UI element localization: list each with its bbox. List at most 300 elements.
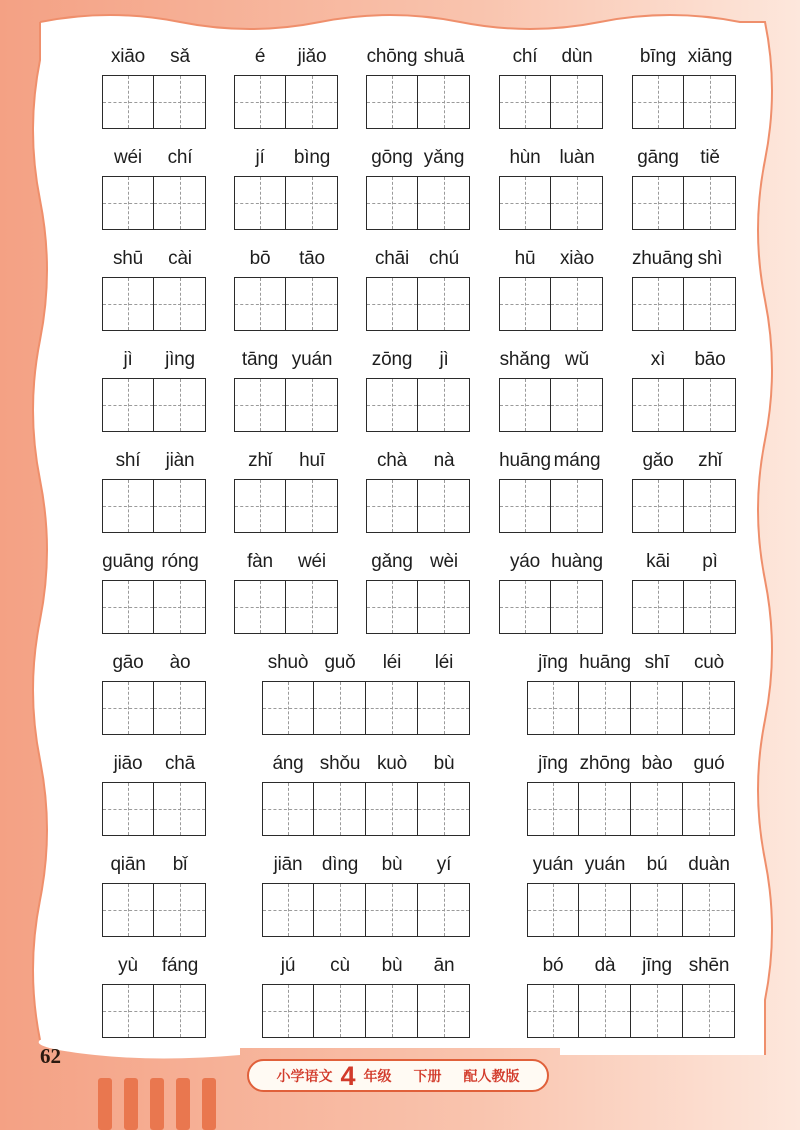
pinyin-syllable: zhǐ [248,450,272,471]
pinyin-syllable: zhōng [579,753,631,774]
writing-boxes [102,883,206,937]
pinyin-syllable: chāi [374,248,410,269]
pinyin-syllable: kuò [376,753,408,774]
writing-boxes [234,75,338,129]
writing-boxes [234,277,338,331]
writing-box[interactable] [418,782,470,836]
pinyin-syllable: zōng [371,349,413,370]
writing-box[interactable] [154,479,206,533]
pinyin-row [527,749,735,779]
writing-box[interactable] [684,75,736,129]
pinyin-syllable: áng [272,753,304,774]
writing-boxes [632,378,736,432]
writing-box[interactable] [154,580,206,634]
writing-boxes [262,681,470,735]
writing-boxes [527,984,735,1038]
pinyin-syllable: shēn [688,955,730,976]
footer-edition: 配人教版 [463,1067,520,1084]
writing-boxes [234,378,338,432]
pinyin-row [366,446,470,476]
pinyin-syllable: chú [428,248,460,269]
pinyin-syllable: kāi [646,551,670,572]
pinyin-syllable: guǒ [324,652,356,673]
pinyin-syllable: chā [164,753,196,774]
writing-boxes [366,580,470,634]
pinyin-syllable: jīng [538,753,568,774]
writing-box[interactable] [102,75,154,129]
writing-box[interactable] [154,378,206,432]
pinyin-syllable: jì [439,349,449,370]
pinyin-row [632,42,736,72]
pinyin-syllable: cù [330,955,350,976]
pinyin-syllable: luàn [559,147,595,168]
pinyin-syllable: gǎng [371,551,413,572]
pinyin-syllable: wèi [430,551,458,572]
word-row-9 [0,850,800,951]
writing-box[interactable] [234,479,286,533]
writing-box[interactable] [154,984,206,1038]
pinyin-syllable: xì [650,349,666,370]
page-number: 62 [40,1044,61,1068]
writing-box[interactable] [366,479,418,533]
pinyin-syllable: fáng [161,955,199,976]
pinyin-syllable: qiān [110,854,146,875]
writing-box[interactable] [154,883,206,937]
writing-box[interactable] [632,75,684,129]
writing-box[interactable] [102,984,154,1038]
writing-box[interactable] [154,782,206,836]
writing-boxes [366,176,470,230]
pinyin-syllable: shuā [423,46,465,67]
pinyin-row [262,850,470,880]
writing-boxes [102,479,206,533]
writing-box[interactable] [102,782,154,836]
writing-boxes [102,277,206,331]
writing-boxes [102,681,206,735]
pinyin-syllable: gāng [637,147,679,168]
pinyin-syllable: bào [641,753,673,774]
writing-box[interactable] [102,176,154,230]
writing-box[interactable] [418,378,470,432]
pinyin-syllable: yù [118,955,138,976]
writing-box[interactable] [418,176,470,230]
writing-box[interactable] [631,984,683,1038]
pinyin-syllable: bó [542,955,564,976]
word-row-1 [0,42,800,143]
pinyin-row [527,850,735,880]
writing-box[interactable] [234,277,286,331]
writing-boxes [102,176,206,230]
writing-box[interactable] [102,479,154,533]
pinyin-syllable: jiǎo [297,46,327,67]
writing-box[interactable] [631,782,683,836]
pinyin-row [102,446,206,476]
writing-boxes [527,883,735,937]
writing-box[interactable] [683,883,735,937]
writing-box[interactable] [154,277,206,331]
pinyin-syllable: wǔ [565,349,589,370]
pinyin-syllable: jí [255,147,265,168]
pinyin-syllable: jì [123,349,133,370]
pinyin-row [102,143,206,173]
writing-box[interactable] [234,580,286,634]
pinyin-syllable: xiào [559,248,595,269]
pinyin-syllable: léi [382,652,402,673]
pinyin-syllable: jìng [165,349,195,370]
pinyin-syllable: wéi [298,551,326,572]
writing-box[interactable] [262,984,314,1038]
pinyin-syllable: bú [646,854,668,875]
pinyin-row [262,951,470,981]
writing-box[interactable] [499,75,551,129]
writing-box[interactable] [631,681,683,735]
writing-box[interactable] [418,479,470,533]
writing-box[interactable] [551,378,603,432]
writing-box[interactable] [418,883,470,937]
writing-box[interactable] [286,378,338,432]
writing-box[interactable] [418,75,470,129]
pinyin-syllable: yí [436,854,452,875]
pinyin-syllable: jiān [273,854,303,875]
writing-box[interactable] [579,782,631,836]
writing-box[interactable] [632,580,684,634]
writing-box[interactable] [102,681,154,735]
pinyin-syllable: dìng [321,854,359,875]
writing-boxes [632,277,736,331]
pinyin-syllable: guó [693,753,725,774]
footer-grade-label: 年级 [363,1067,392,1084]
writing-box[interactable] [102,378,154,432]
pinyin-row [102,42,206,72]
writing-box[interactable] [102,580,154,634]
pinyin-syllable: shǎng [499,349,551,370]
writing-boxes [366,75,470,129]
pinyin-syllable: chí [167,147,193,168]
writing-box[interactable] [499,176,551,230]
writing-box[interactable] [499,378,551,432]
writing-box[interactable] [527,782,579,836]
writing-boxes [499,176,603,230]
pinyin-syllable: chà [376,450,408,471]
pinyin-row [499,143,603,173]
pinyin-syllable: gōng [371,147,413,168]
writing-boxes [499,75,603,129]
footer-grade-number: 4 [340,1060,356,1091]
writing-box[interactable] [684,277,736,331]
writing-boxes [262,782,470,836]
pinyin-syllable: bìng [293,147,331,168]
pinyin-syllable: jīng [642,955,672,976]
writing-boxes [234,479,338,533]
word-row-4 [0,345,800,446]
writing-box[interactable] [154,176,206,230]
writing-box[interactable] [262,681,314,735]
pinyin-row [234,547,338,577]
writing-box[interactable] [314,681,366,735]
pinyin-row [499,345,603,375]
writing-boxes [499,277,603,331]
pinyin-syllable: hùn [509,147,541,168]
writing-box[interactable] [418,277,470,331]
pinyin-syllable: shuò [267,652,309,673]
pinyin-syllable: gǎo [642,450,674,471]
pinyin-syllable: dùn [561,46,593,67]
word-row-6 [0,547,800,648]
writing-box[interactable] [234,75,286,129]
writing-box[interactable] [551,75,603,129]
pinyin-row [234,244,338,274]
writing-boxes [499,580,603,634]
writing-box[interactable] [684,479,736,533]
pinyin-syllable: ào [169,652,191,673]
pinyin-row [632,446,736,476]
pinyin-syllable: huāng [499,450,551,471]
writing-box[interactable] [262,883,314,937]
pinyin-syllable: tiě [700,147,720,168]
writing-box[interactable] [579,681,631,735]
pinyin-row [527,648,735,678]
writing-box[interactable] [286,277,338,331]
pinyin-row [102,244,206,274]
writing-box[interactable] [632,277,684,331]
pinyin-row [234,143,338,173]
pinyin-syllable: pì [702,551,718,572]
pinyin-row [499,42,603,72]
pinyin-syllable: chí [512,46,538,67]
pinyin-syllable: bīng [639,46,677,67]
writing-box[interactable] [366,176,418,230]
footer-banner [247,1059,549,1092]
writing-box[interactable] [286,75,338,129]
writing-boxes [632,479,736,533]
writing-boxes [499,479,603,533]
pinyin-row [102,648,206,678]
pinyin-syllable: máng [553,450,601,471]
pinyin-syllable: bù [381,955,403,976]
word-row-8 [0,749,800,850]
pinyin-syllable: shì [697,248,723,269]
writing-box[interactable] [551,580,603,634]
pinyin-syllable: zhǐ [698,450,722,471]
writing-boxes [632,75,736,129]
pinyin-syllable: ān [433,955,455,976]
writing-box[interactable] [551,277,603,331]
writing-box[interactable] [418,984,470,1038]
pinyin-syllable: cuò [693,652,725,673]
pinyin-row [499,244,603,274]
footer-volume: 下册 [413,1067,442,1084]
writing-boxes [262,984,470,1038]
pinyin-syllable: yǎng [423,147,465,168]
writing-boxes [102,984,206,1038]
pinyin-syllable: huī [299,450,325,471]
pinyin-syllable: chōng [366,46,418,67]
pinyin-syllable: yuán [532,854,574,875]
pinyin-syllable: jīng [538,652,568,673]
writing-box[interactable] [366,681,418,735]
pinyin-syllable: yuán [291,349,333,370]
pinyin-syllable: é [254,46,266,67]
writing-box[interactable] [527,681,579,735]
pinyin-syllable: shū [112,248,144,269]
writing-box[interactable] [102,883,154,937]
writing-boxes [102,782,206,836]
writing-box[interactable] [366,75,418,129]
pinyin-syllable: huāng [579,652,631,673]
pinyin-row [102,749,206,779]
pinyin-row [102,951,206,981]
writing-boxes [234,176,338,230]
pinyin-syllable: dà [594,955,616,976]
pinyin-syllable: shí [115,450,141,471]
pinyin-syllable: guāng [102,551,154,572]
writing-box[interactable] [499,277,551,331]
word-row-2 [0,143,800,244]
writing-box[interactable] [579,984,631,1038]
pinyin-row [366,42,470,72]
word-row-5 [0,446,800,547]
writing-box[interactable] [262,782,314,836]
pinyin-row [632,244,736,274]
pinyin-row [102,547,206,577]
writing-boxes [366,479,470,533]
pinyin-syllable: zhuāng [632,248,694,269]
pinyin-syllable: bāo [694,349,726,370]
writing-box[interactable] [286,479,338,533]
pinyin-syllable: shī [644,652,670,673]
pinyin-syllable: wéi [114,147,142,168]
pinyin-syllable: bō [249,248,271,269]
pinyin-syllable: nà [433,450,455,471]
pinyin-syllable: bù [433,753,455,774]
writing-box[interactable] [684,176,736,230]
pinyin-row [632,345,736,375]
pinyin-row [499,446,603,476]
writing-box[interactable] [632,176,684,230]
pinyin-syllable: jiāo [113,753,143,774]
pinyin-syllable: fàn [247,551,273,572]
writing-boxes [632,176,736,230]
pinyin-row [102,850,206,880]
pinyin-syllable: léi [434,652,454,673]
writing-box[interactable] [631,883,683,937]
pinyin-syllable: gāo [112,652,144,673]
pinyin-row [366,143,470,173]
pinyin-row [234,345,338,375]
pinyin-row [499,547,603,577]
pinyin-row [102,345,206,375]
writing-boxes [102,75,206,129]
pinyin-row [632,143,736,173]
writing-box[interactable] [551,479,603,533]
pinyin-syllable: xiāo [110,46,146,67]
writing-box[interactable] [418,580,470,634]
pinyin-syllable: shǒu [319,753,361,774]
pinyin-syllable: tāng [241,349,279,370]
pinyin-syllable: yáo [509,551,541,572]
writing-box[interactable] [418,681,470,735]
writing-box[interactable] [683,782,735,836]
writing-box[interactable] [314,984,366,1038]
pinyin-syllable: jiàn [165,450,195,471]
writing-box[interactable] [527,883,579,937]
writing-boxes [527,782,735,836]
writing-box[interactable] [499,580,551,634]
writing-box[interactable] [551,176,603,230]
pinyin-syllable: huàng [551,551,603,572]
pinyin-syllable: xiāng [687,46,733,67]
pinyin-syllable: yuán [584,854,626,875]
pinyin-row [632,547,736,577]
writing-box[interactable] [286,580,338,634]
pinyin-syllable: hū [514,248,536,269]
pinyin-row [234,446,338,476]
writing-boxes [499,378,603,432]
writing-box[interactable] [286,176,338,230]
writing-box[interactable] [683,984,735,1038]
pinyin-syllable: róng [161,551,199,572]
word-row-10 [0,951,800,1052]
writing-box[interactable] [366,883,418,937]
pinyin-syllable: tāo [299,248,325,269]
writing-boxes [366,378,470,432]
writing-boxes [632,580,736,634]
writing-boxes [234,580,338,634]
footer-subject: 小学语文 [276,1067,333,1084]
writing-box[interactable] [314,782,366,836]
writing-boxes [102,580,206,634]
pinyin-syllable: duàn [688,854,730,875]
word-row-7 [0,648,800,749]
writing-boxes [262,883,470,937]
writing-box[interactable] [366,378,418,432]
pinyin-row [366,547,470,577]
writing-box[interactable] [154,681,206,735]
pinyin-syllable: jú [280,955,296,976]
pinyin-syllable: bù [381,854,403,875]
pinyin-row [366,345,470,375]
word-row-3 [0,244,800,345]
writing-box[interactable] [684,378,736,432]
writing-box[interactable] [366,984,418,1038]
writing-box[interactable] [234,378,286,432]
writing-box[interactable] [102,277,154,331]
writing-box[interactable] [366,580,418,634]
pinyin-row [366,244,470,274]
writing-box[interactable] [499,479,551,533]
writing-box[interactable] [683,681,735,735]
pinyin-syllable: bǐ [172,854,188,875]
writing-box[interactable] [314,883,366,937]
writing-box[interactable] [684,580,736,634]
pinyin-syllable: sǎ [170,46,190,67]
writing-boxes [102,378,206,432]
pinyin-row [262,749,470,779]
pinyin-row [234,42,338,72]
writing-box[interactable] [234,176,286,230]
writing-box[interactable] [366,782,418,836]
pinyin-syllable: cài [168,248,192,269]
writing-box[interactable] [632,479,684,533]
pinyin-row [527,951,735,981]
writing-box[interactable] [579,883,631,937]
writing-box[interactable] [154,75,206,129]
pinyin-row [262,648,470,678]
writing-boxes [527,681,735,735]
writing-box[interactable] [527,984,579,1038]
writing-box[interactable] [366,277,418,331]
writing-box[interactable] [632,378,684,432]
